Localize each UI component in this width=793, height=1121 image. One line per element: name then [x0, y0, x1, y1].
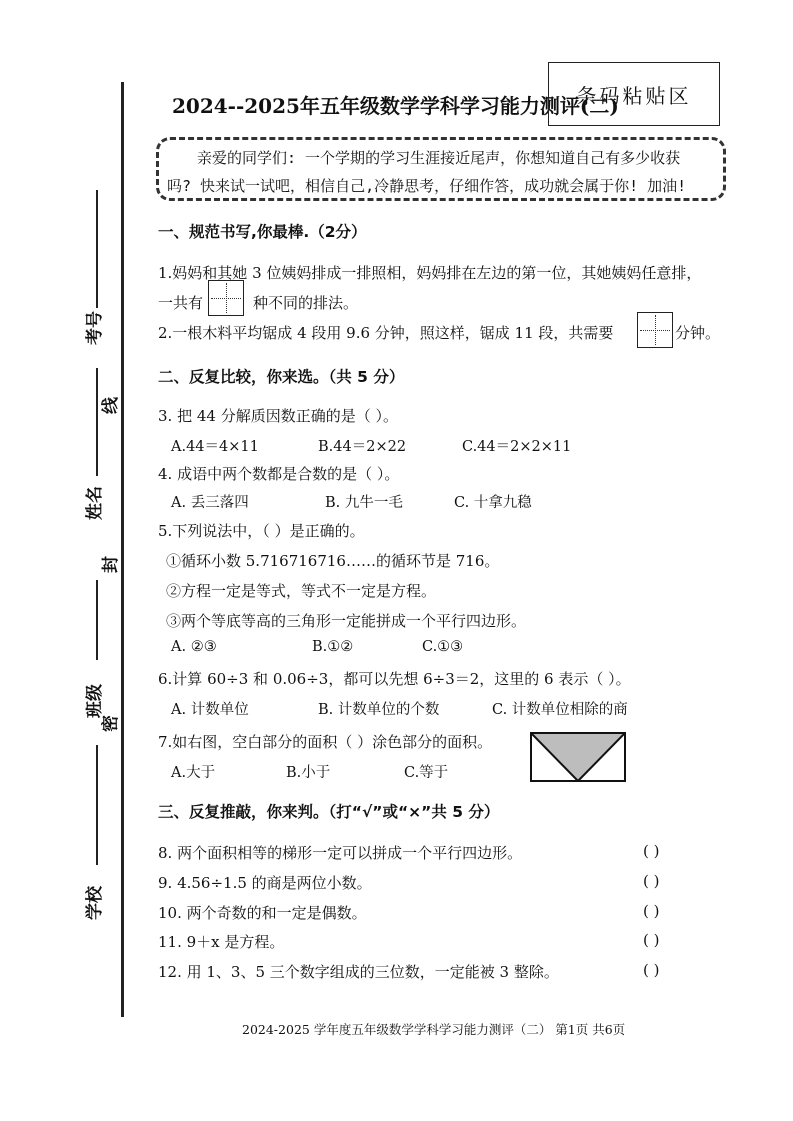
judge-item-9: 9. 4.56÷1.5 的商是两位小数。: [158, 874, 372, 892]
judge-item-8: 8. 两个面积相等的梯形一定可以拼成一个平行四边形。: [158, 844, 523, 862]
q7-option-c: C.等于: [404, 765, 449, 781]
judge-answer-12[interactable]: ( ): [643, 961, 660, 979]
q1-line1: 1.妈妈和其她 3 位姨妈排成一排照相，妈妈排在左边的第一位，其她姨妈任意排，: [158, 264, 702, 282]
page-title: 2024--2025年五年级数学学科学习能力测评(二): [172, 94, 619, 118]
judge-answer-9[interactable]: ( ): [643, 872, 660, 890]
q6: 6.计算 60÷3 和 0.06÷3，都可以先想 6÷3＝2，这里的 6 表示（ ）。: [158, 670, 631, 688]
section2-heading: 二、反复比较，你来选。（共 5 分）: [158, 368, 405, 386]
judge-item-12: 12. 用 1、3、5 三个数字组成的三位数，一定能被 3 整除。: [158, 963, 559, 981]
q4-option-b: B. 九牛一毛: [325, 495, 403, 511]
label-kaohao: 考号: [85, 311, 105, 345]
judge-answer-8[interactable]: ( ): [643, 842, 660, 860]
q7-option-b: B.小于: [286, 765, 331, 781]
notice-line-2: 吗? 快来试一试吧，相信自己,冷静思考，仔细作答，成功就会属于你! 加油!: [167, 177, 687, 195]
label-banji: 班级: [85, 684, 105, 718]
section1-heading: 一、规范书写,你最棒.（2分）: [158, 223, 367, 241]
q2-answer-box[interactable]: [637, 312, 673, 348]
judge-item-10: 10. 两个奇数的和一定是偶数。: [158, 904, 367, 922]
q2-before: 2.一根木料平均锯成 4 段用 9.6 分钟，照这样，锯成 11 段，共需要: [158, 324, 614, 342]
barcode-label: 条码粘贴区: [576, 83, 692, 108]
q5-option-a: A. ②③: [171, 639, 217, 655]
section3-heading: 三、反复推敲，你来判。（打“√”或“×”共 5 分）: [158, 803, 500, 821]
label-feng: 封: [101, 556, 121, 573]
q4: 4. 成语中两个数都是合数的是（ ）。: [158, 465, 400, 483]
q3-option-a: A.44＝4×11: [171, 439, 259, 455]
q1-after: 种不同的排法。: [253, 294, 359, 312]
q5-statement-1: ①循环小数 5.716716716……的循环节是 716。: [166, 552, 500, 570]
judge-answer-11[interactable]: ( ): [643, 931, 660, 949]
q6-option-c: C. 计数单位相除的商: [492, 702, 628, 718]
xingming-underline-top: [96, 368, 98, 476]
q2-after: 分钟。: [675, 324, 721, 342]
judge-answer-10[interactable]: ( ): [643, 902, 660, 920]
label-xuexiao: 学校: [85, 886, 105, 920]
q5-statement-3: ③两个等底等高的三角形一定能拼成一个平行四边形。: [166, 612, 527, 630]
q7-figure: [530, 732, 626, 782]
label-xian: 线: [101, 397, 121, 414]
q7-option-a: A.大于: [171, 765, 216, 781]
q3-option-c: C.44＝2×2×11: [462, 439, 572, 455]
q1-answer-box[interactable]: [208, 280, 244, 316]
q4-option-c: C. 十拿九稳: [454, 495, 532, 511]
q5-option-c: C.①③: [422, 639, 464, 655]
q6-option-b: B. 计数单位的个数: [318, 702, 440, 718]
label-xingming: 姓名: [85, 486, 105, 520]
q1-before: 一共有: [158, 294, 204, 312]
barcode-area: [548, 62, 720, 126]
judge-item-11: 11. 9＋x 是方程。: [158, 933, 285, 951]
q3: 3. 把 44 分解质因数正确的是（ ）。: [158, 407, 398, 425]
label-mi: 密: [101, 715, 121, 732]
banji-underline-top: [96, 580, 98, 660]
q7: 7.如右图，空白部分的面积（ ）涂色部分的面积。: [158, 733, 493, 751]
xuexiao-underline: [96, 745, 98, 865]
q6-option-a: A. 计数单位: [171, 702, 249, 718]
notice-box: [156, 137, 726, 201]
q5-option-b: B.①②: [312, 639, 354, 655]
q3-option-b: B.44＝2×22: [318, 439, 407, 455]
page-footer: 2024-2025 学年度五年级数学学科学习能力测评（二） 第1页 共6页: [242, 1022, 626, 1037]
q5: 5.下列说法中，（ ）是正确的。: [158, 522, 365, 540]
q5-statement-2: ②方程一定是等式，等式不一定是方程。: [166, 582, 437, 600]
q4-option-a: A. 丢三落四: [171, 495, 249, 511]
kaohao-underline: [96, 190, 98, 308]
notice-line-1: 亲爱的同学们: 一个学期的学习生涯接近尾声，你想知道自己有多少收获: [197, 149, 681, 167]
binding-line: [121, 82, 124, 1017]
